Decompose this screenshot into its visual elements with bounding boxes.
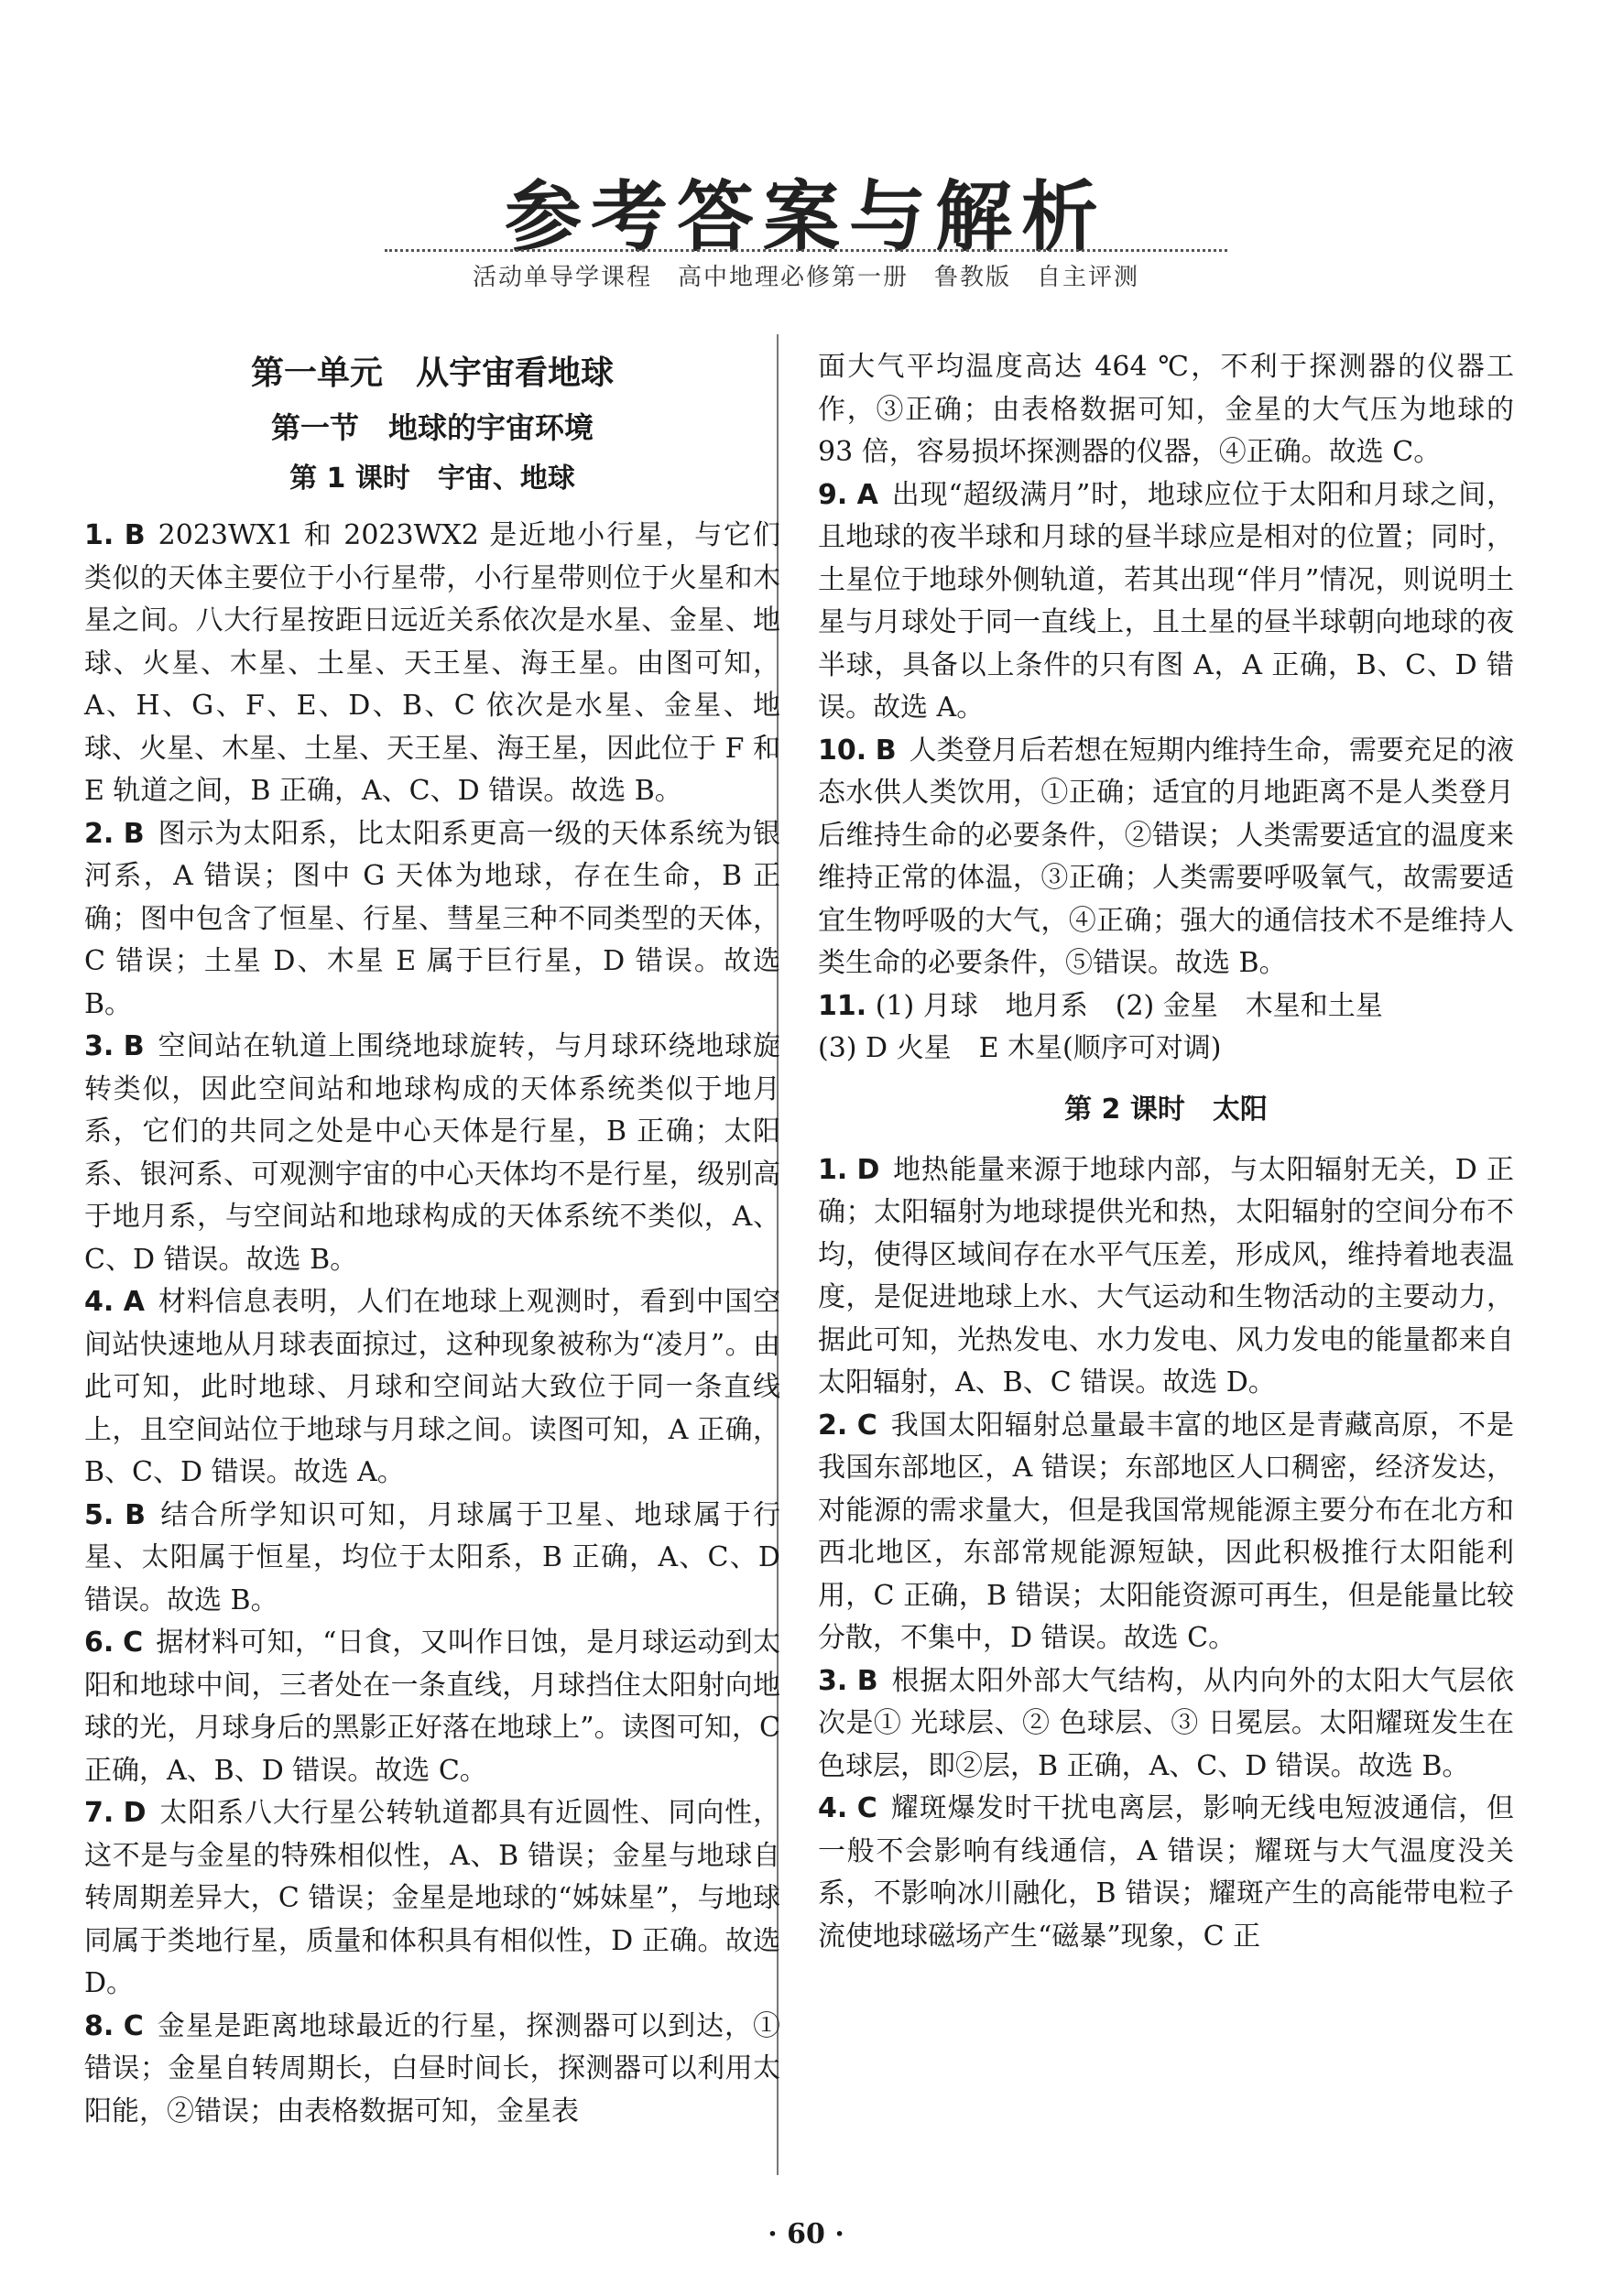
answer-item <box>84 1281 780 1495</box>
explanation-text: 材料信息表明，人们在地球上观测时，看到中国空间站快速地从月球表面掠过，这种现象被称为“凌月”。由此可知，此时地球、月球和空间站大致位于同一条直线上，且空间站位于地球与月球之间。读图可知，A 正确，B、C、D 错误。故选 A。 <box>84 1286 780 1488</box>
lesson-title: 第 1 课时 宇宙、地球 <box>289 462 575 495</box>
explanation-text: 根据太阳外部大气结构，从内向外的太阳大气层依次是① 光球层、② 色球层、③ 日冕层。太阳耀斑发生在色球层，即②层，B 正确，A、C、D 错误。故选 B。 <box>818 1664 1514 1782</box>
explanation-text: 据材料可知，“日食，又叫作日蚀，是月球运动到太阳和地球中间，三者处在一条直线，月球挡住太阳射向地球的光，月球身后的黑影正好落在地球上”。读图可知，C 正确，A、B、D 错误。故选 C。 <box>84 1627 780 1787</box>
answer-choice: B <box>875 734 897 767</box>
answer-choice: C <box>856 1792 877 1824</box>
page-title: 参考答案与解析 <box>504 172 1107 262</box>
question-number: 6. <box>84 1627 114 1659</box>
question-number: 11. <box>818 989 867 1022</box>
section-title: 第一节 地球的宇宙环境 <box>270 410 594 445</box>
answer-item <box>818 1405 1514 1660</box>
answer-item <box>818 1660 1514 1789</box>
lesson-title: 第 2 课时 太阳 <box>1064 1093 1268 1126</box>
explanation-text: 耀斑爆发时干扰电离层，影响无线电短波通信，但一般不会影响有线通信，A 错误；耀斑与大气温度没关系，不影响冰川融化，B 错误；耀斑产生的高能带电粒子流使地球磁场产生“磁暴”现象，C 正 <box>818 1792 1514 1953</box>
unit-title: 第一单元 从宇宙看地球 <box>250 354 614 392</box>
answer-item <box>818 1149 1514 1405</box>
fill-in-answer: (1) 月球 地月系 (2) 金星 木星和土星 <box>875 989 1383 1022</box>
answer-choice: D <box>123 1797 147 1829</box>
answer-item <box>84 1026 780 1281</box>
page-subtitle: 活动单导学课程 高中地理必修第一册 鲁教版 自主评测 <box>472 264 1139 291</box>
question-number: 9. <box>818 478 848 511</box>
answer-choice: A <box>856 478 878 511</box>
answer-item <box>84 2006 780 2134</box>
question-number: 2. <box>84 817 114 850</box>
left-column <box>84 346 780 2133</box>
answer-choice: C <box>123 2009 144 2042</box>
answer-choice: B <box>123 817 145 850</box>
explanation-text: 图示为太阳系，比太阳系更高一级的天体系统为银河系，A 错误；图中 G 天体为地球，存在生命，B 正确；图中包含了恒星、行星、彗星三种不同类型的天体，C 错误；土星 D、木星 E 属于巨行星，D 错误。故选 B。 <box>84 817 780 1020</box>
explanation-text: 太阳系八大行星公转轨道都具有近圆性、同向性，这不是与金星的特殊相似性，A、B 错误；金星与地球自转周期差异大，C 错误；金星是地球的“姊妹星”，与地球同属于类地行星，质量和体积具有相似性，D 正确。故选 D。 <box>84 1797 780 1999</box>
question-number: 7. <box>84 1797 114 1829</box>
question-number: 5. <box>84 1498 114 1531</box>
question-number: 1. <box>818 1153 848 1186</box>
question-number: 8. <box>84 2009 114 2042</box>
answer-choice: B <box>124 519 146 551</box>
page-number: · 60 · <box>768 2218 844 2250</box>
explanation-text: 金星是距离地球最近的行星，探测器可以到达，①错误；金星自转周期长，白昼时间长，探测器可以利用太阳能，②错误；由表格数据可知，金星表 <box>84 2009 780 2127</box>
fill-in-answer-line: (3) D 火星 E 木星(顺序可对调) <box>818 1032 1222 1064</box>
explanation-text: 2023WX1 和 2023WX2 是近地小行星，与它们类似的天体主要位于小行星带，小行星带则位于火星和木星之间。八大行星按距日远近关系依次是水星、金星、地球、火星、木星、土星、天王星、海王星。由图可知，A、H、G、F、E、D、B、C 依次是水星、金星、地球、火星、木星、土星、天王星、海王星，因此位于 F 和 E 轨道之间，B 正确，A、C、D 错误。故选 B。 <box>84 519 780 807</box>
right-column <box>818 346 1514 1958</box>
question-number: 3. <box>818 1664 848 1697</box>
answer-item <box>818 985 1514 1028</box>
explanation-text: 出现“超级满月”时，地球应位于太阳和月球之间，且地球的夜半球和月球的昼半球应是相对的位置；同时，土星位于地球外侧轨道，若其出现“伴月”情况，则说明土星与月球处于同一直线上，且土星的昼半球朝向地球的夜半球，具备以上条件的只有图 A，A 正确，B、C、D 错误。故选 A。 <box>818 478 1514 724</box>
answer-choice: C <box>123 1627 144 1659</box>
question-number: 2. <box>818 1409 848 1442</box>
answer-choice: C <box>856 1409 877 1442</box>
question-number: 4. <box>818 1792 848 1824</box>
explanation-text: 空间站在轨道上围绕地球旋转，与月球环绕地球旋转类似，因此空间站和地球构成的天体系统类似于地月系，它们的共同之处是中心天体是行星，B 正确；太阳系、银河系、可观测宇宙的中心天体均不是行星，级别高于地月系，与空间站和地球构成的天体系统不类似，A、C、D 错误。故选 B。 <box>84 1030 780 1276</box>
explanation-text: 我国太阳辐射总量最丰富的地区是青藏高原，不是我国东部地区，A 错误；东部地区人口稠密，经济发达，对能源的需求量大，但是我国常规能源主要分布在北方和西北地区，东部常规能源短缺，因此积极推行太阳能利用，C 正确，B 错误；太阳能资源可再生，但是能量比较分散，不集中，D 错误。故选 C。 <box>818 1409 1514 1654</box>
question-number: 10. <box>818 734 867 767</box>
answer-choice: B <box>123 1030 145 1062</box>
question-number: 4. <box>84 1286 114 1318</box>
answer-item <box>818 1788 1514 1958</box>
answer-choice: D <box>856 1153 880 1186</box>
answer-item <box>84 813 780 1027</box>
answer-item <box>84 515 780 813</box>
answer-choice: A <box>123 1286 145 1318</box>
explanation-text: 地热能量来源于地球内部，与太阳辐射无关，D 正确；太阳辐射为地球提供光和热，太阳辐射的空间分布不均，使得区域间存在水平气压差，形成风，维持着地表温度，是促进地球上水、大气运动和生物活动的主要动力，据此可知，光热发电、水力发电、风力发电的能量都来自太阳辐射，A、B、C 错误。故选 D。 <box>818 1153 1514 1398</box>
explanation-text: 结合所学知识可知，月球属于卫星、地球属于行星、太阳属于恒星，均位于太阳系，B 正确，A、C、D 错误。故选 B。 <box>84 1498 780 1616</box>
answer-item <box>84 1792 780 2006</box>
answer-item <box>84 1495 780 1623</box>
question-number: 1. <box>84 519 114 551</box>
continuation-text: 面大气平均温度高达 464 ℃，不利于探测器的仪器工作，③正确；由表格数据可知，金星的大气压为地球的 93 倍，容易损坏探测器的仪器，④正确。故选 C。 <box>818 351 1514 468</box>
explanation-text: 人类登月后若想在短期内维持生命，需要充足的液态水供人类饮用，①正确；适宜的月地距离不是人类登月后维持生命的必要条件，②错误；人类需要适宜的温度来维持正常的体温，③正确；人类需要呼吸氧气，故需要适宜生物呼吸的大气，④正确；强大的通信技术不是维持人类生命的必要条件，⑤错误。故选 B。 <box>818 734 1514 979</box>
title-divider <box>385 249 1227 252</box>
answer-item <box>818 730 1514 985</box>
answer-item <box>84 1622 780 1792</box>
answer-choice: B <box>856 1664 878 1697</box>
answer-item <box>818 474 1514 730</box>
answer-choice: B <box>125 1498 147 1531</box>
question-number: 3. <box>84 1030 114 1062</box>
